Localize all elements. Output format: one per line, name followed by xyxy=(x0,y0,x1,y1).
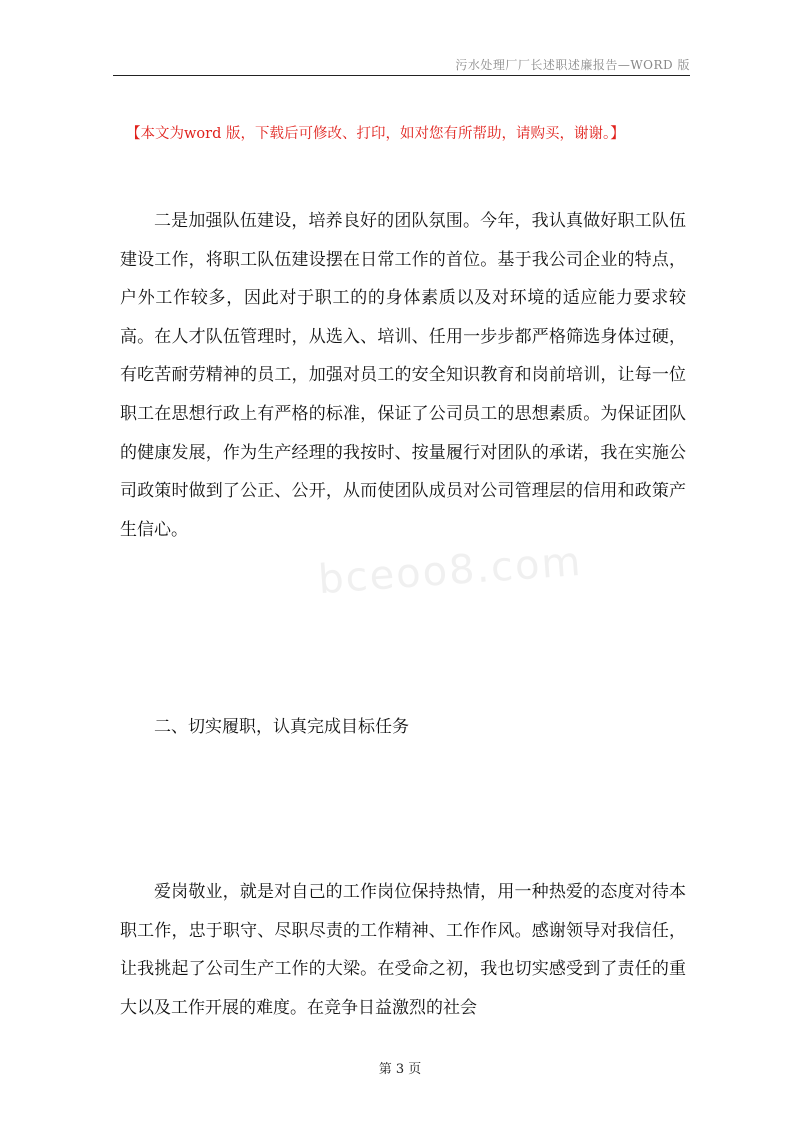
paragraph-dedication: 爱岗敬业，就是对自己的工作岗位保持热情，用一种热爱的态度对待本职工作，忠于职守、尽职尽责的工作精神、工作作风。感谢领导对我信任，让我挑起了公司生产工作的大梁。在受命之初，我也切实感受到了责任的重大以及工作开展的难度。在竞争日益激烈的社会 xyxy=(120,882,686,1018)
document-header-title: 污水处理厂厂长述职述廉报告—WORD 版 xyxy=(455,58,690,72)
header-divider xyxy=(113,75,690,76)
paragraph-team-building: 二是加强队伍建设，培养良好的团队氛围。今年，我认真做好职工队伍建设工作，将职工队伍建设摆在日常工作的首位。基于我公司企业的特点，户外工作较多，因此对于职工的的身体素质以及对环境的适应能力要求较高。在人才队伍管理时，从选入、培训、任用一步步都严格筛选身体过硬，有吃苦耐劳精神的员工，加强对员工的安全知识教育和岗前培训，让每一位职工在思想行政上有严格的标准，保证了公司员工的思想素质。为保证团队的健康发展，作为生产经理的我按时、按量履行对团队的承诺，我在实施公司政策时做到了公正、公开，从而使团队成员对公司管理层的信用和政策产生信心。 xyxy=(120,211,686,540)
page-number: 第 3 页 xyxy=(378,1062,422,1077)
purchase-notice: 【本文为word 版，下载后可修改、打印，如对您有所帮助，请购买，谢谢。】 xyxy=(126,126,625,142)
watermark: bceoo8.com xyxy=(316,538,584,604)
section-heading: 二、切实履职，认真完成目标任务 xyxy=(154,717,409,737)
